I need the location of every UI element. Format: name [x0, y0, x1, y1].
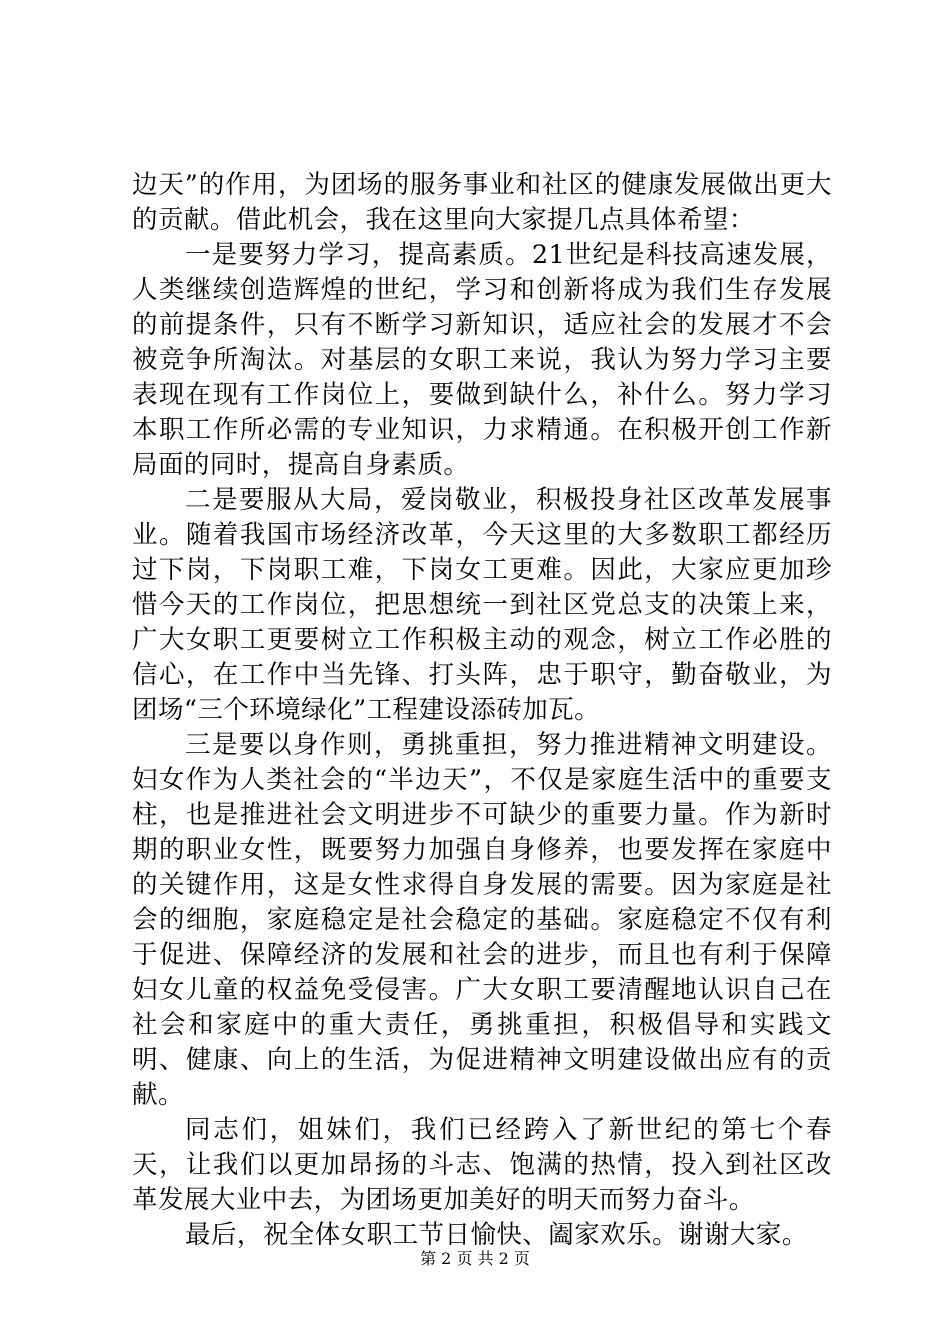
page-number-footer: 第 2 页 共 2 页: [420, 1249, 530, 1268]
paragraph-civilization: 三是要以身作则，勇挑重担，努力推进精神文明建设。妇女作为人类社会的“半边天”，不仅是家庭生活中的重要支柱，也是推进社会文明进步不可缺少的重要力量。作为新时期的职业女性，既要努力加强自身修养，也要发挥在家庭中的关键作用，这是女性求得自身发展的需要。因为家庭是社会的细胞，家庭稳定是社会稳定的基础。家庭稳定不仅有利于促进、保障经济的发展和社会的进步，而且也有利于保障妇女儿童的权益免受侵害。广大女职工要清醒地认识自己在社会和家庭中的重大责任，勇挑重担，积极倡导和实践文明、健康、向上的生活，为促进精神文明建设做出应有的贡献。: [132, 730, 832, 1110]
paragraph-closing: 最后，祝全体女职工节日愉快、阖家欢乐。谢谢大家。: [185, 1220, 808, 1250]
document-body: [132, 168, 832, 1253]
paragraph-dedication: 二是要服从大局，爱岗敬业，积极投身社区改革发展事业。随着我国市场经济改革，今天这里的大多数职工都经历过下岗，下岗职工难，下岗女工更难。因此，大家应更加珍惜今天的工作岗位，把思想统一到社区党总支的决策上来，广大女职工更要树立工作积极主动的观念，树立工作必胜的信心，在工作中当先锋、打头阵，忠于职守，勤奋敬业，为团场“三个环境绿化”工程建设添砖加瓦。: [132, 485, 832, 725]
paragraph-call-to-action: 同志们，姐妹们，我们已经跨入了新世纪的第七个春天，让我们以更加昂扬的斗志、饱满的热情，投入到社区改革发展大业中去，为团场更加美好的明天而努力奋斗。: [132, 1115, 832, 1215]
paragraph-study: 一是要努力学习，提高素质。21世纪是科技高速发展，人类继续创造辉煌的世纪，学习和创新将成为我们生存发展的前提条件，只有不断学习新知识，适应社会的发展才不会被竞争所淘汰。对基层的女职工来说，我认为努力学习主要表现在现有工作岗位上，要做到缺什么，补什么。努力学习本职工作所必需的专业知识，力求精通。在积极开创工作新局面的同时，提高自身素质。: [132, 240, 832, 480]
paragraph-continuation: 边天”的作用，为团场的服务事业和社区的健康发展做出更大的贡献。借此机会，我在这里向大家提几点具体希望：: [132, 170, 832, 235]
